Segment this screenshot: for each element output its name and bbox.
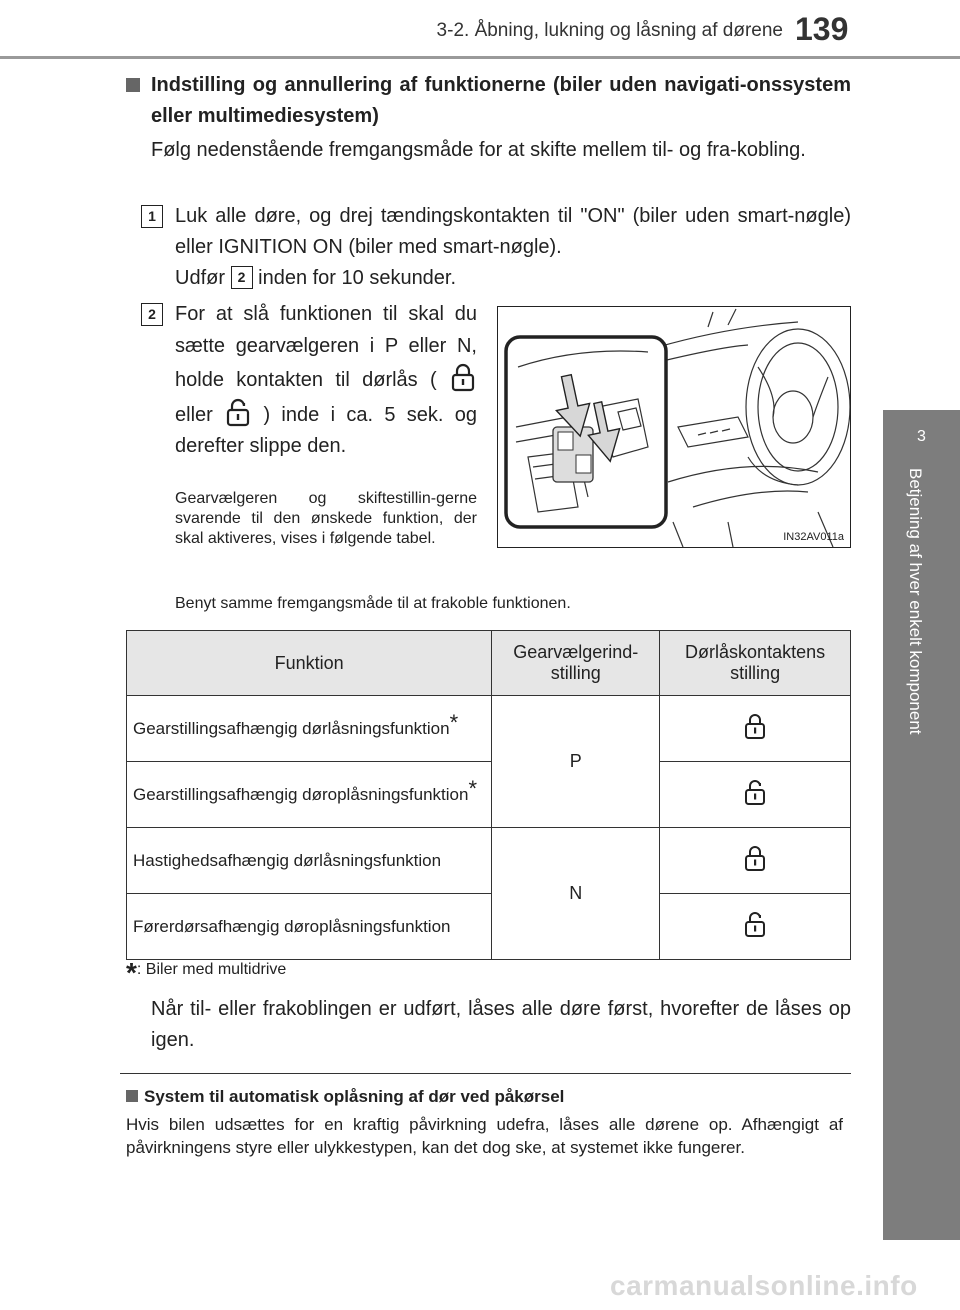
lock-switch-cell xyxy=(660,828,851,894)
function-name: Hastighedsafhængig dørlåsningsfunktion xyxy=(133,851,442,870)
function-name: Gearstillingsafhængig døroplåsningsfunktion xyxy=(133,785,469,804)
chapter-title: Betjening af hver enkelt komponent xyxy=(906,468,925,735)
closing-paragraph: Når til- eller frakoblingen er udført, låses alle døre først, hvorefter de låses op igen. xyxy=(151,998,851,1051)
function-name: Gearstillingsafhængig dørlåsningsfunktion xyxy=(133,719,450,738)
table-row xyxy=(127,696,851,762)
col-header-function: Funktion xyxy=(127,631,492,696)
col-header-lock-switch: Dørlåskontaktens stilling xyxy=(660,631,851,696)
asterisk-mark: * xyxy=(449,710,459,735)
step-2-ref-badge: 2 xyxy=(231,266,253,289)
gear-position-cell: N xyxy=(492,828,660,960)
step-2-text-a: For at slå funktionen til skal du sætte gearvælgeren i P eller N, holde kontakten til dørlås ( xyxy=(175,303,477,391)
chapter-title-vertical xyxy=(895,468,945,828)
lock-icon xyxy=(449,362,477,392)
footnote-mark: * xyxy=(126,957,137,988)
positions-note: Gearvælgeren og skiftestillin-gerne svarende til den ønskede funktion, der skal aktiveres, vises i følgende tabel. xyxy=(175,490,477,547)
subsection-heading-text: System til automatisk oplåsning af dør ved påkørsel xyxy=(144,1087,565,1106)
asterisk-mark: * xyxy=(468,776,478,801)
function-table xyxy=(126,630,851,960)
dashboard-drawing xyxy=(498,307,850,547)
intro-paragraph: Følg nedenstående fremgangsmåde for at skifte mellem til- og fra-kobling. xyxy=(151,139,806,161)
lock-switch-cell xyxy=(660,696,851,762)
function-cell xyxy=(127,696,492,762)
header-section-title: 3-2. Åbning, lukning og låsning af dørene xyxy=(436,20,783,41)
section-heading xyxy=(126,70,851,132)
chapter-number: 3 xyxy=(917,428,926,445)
table-row xyxy=(127,762,851,828)
footnote-text: : Biler med multidrive xyxy=(136,961,287,978)
disable-note: Benyt samme fremgangsmåde til at frakoble funktionen. xyxy=(175,595,571,612)
lock-switch-cell xyxy=(660,894,851,960)
unlocked-icon xyxy=(743,778,767,806)
col-header-gear-position: Gearvælgerind-stilling xyxy=(492,631,660,696)
header-divider xyxy=(0,56,960,59)
step-2-text-c: ) inde i ca. 5 sek. og derefter slippe den. xyxy=(175,403,478,457)
square-bullet-icon xyxy=(126,78,140,92)
locked-icon xyxy=(743,844,767,872)
subsection-body: Hvis bilen udsættes for en kraftig påvirkning udefra, låses alle dørene op. Afhængigt af påvirkningens styre eller ulykkestypen, kan det dog ske, at systemet ikke fungerer. xyxy=(126,1115,843,1157)
unlocked-icon xyxy=(743,910,767,938)
table-row xyxy=(127,828,851,894)
step-2-text-b: eller xyxy=(175,403,213,426)
step-2-badge: 2 xyxy=(141,303,163,326)
step-1-ref-prefix: Udfør xyxy=(175,267,225,289)
locked-icon xyxy=(743,712,767,740)
step-2 xyxy=(175,299,477,463)
watermark: carmanualsonline.info xyxy=(610,1270,918,1301)
page-number: 139 xyxy=(795,11,849,47)
step-1-badge: 1 xyxy=(141,205,163,228)
section-divider xyxy=(120,1073,851,1074)
step-1-text: Luk alle døre, og drej tændingskontakten til "ON" (biler uden smart-nøgle) eller IGNITION ON (biler med smart-nøgle). xyxy=(175,205,851,258)
lock-switch-cell xyxy=(660,762,851,828)
function-name: Førerdørsafhængig døroplåsningsfunktion xyxy=(133,917,451,936)
function-cell xyxy=(127,894,492,960)
section-heading-text: Indstilling og annullering af funktionerne (biler uden navigati-onssystem eller multimediesystem) xyxy=(151,74,851,127)
function-cell xyxy=(127,828,492,894)
gear-position-cell: P xyxy=(492,696,660,828)
square-bullet-icon xyxy=(126,1090,138,1102)
footnote xyxy=(126,957,286,989)
figure-label: IN32AV011a xyxy=(783,531,844,543)
subsection-heading xyxy=(126,1087,564,1107)
function-cell xyxy=(127,762,492,828)
step-1 xyxy=(175,201,851,294)
table-row xyxy=(127,894,851,960)
step-1-ref-suffix: inden for 10 sekunder. xyxy=(258,267,457,289)
unlock-icon xyxy=(224,397,252,427)
door-lock-switch-illustration xyxy=(497,306,851,548)
